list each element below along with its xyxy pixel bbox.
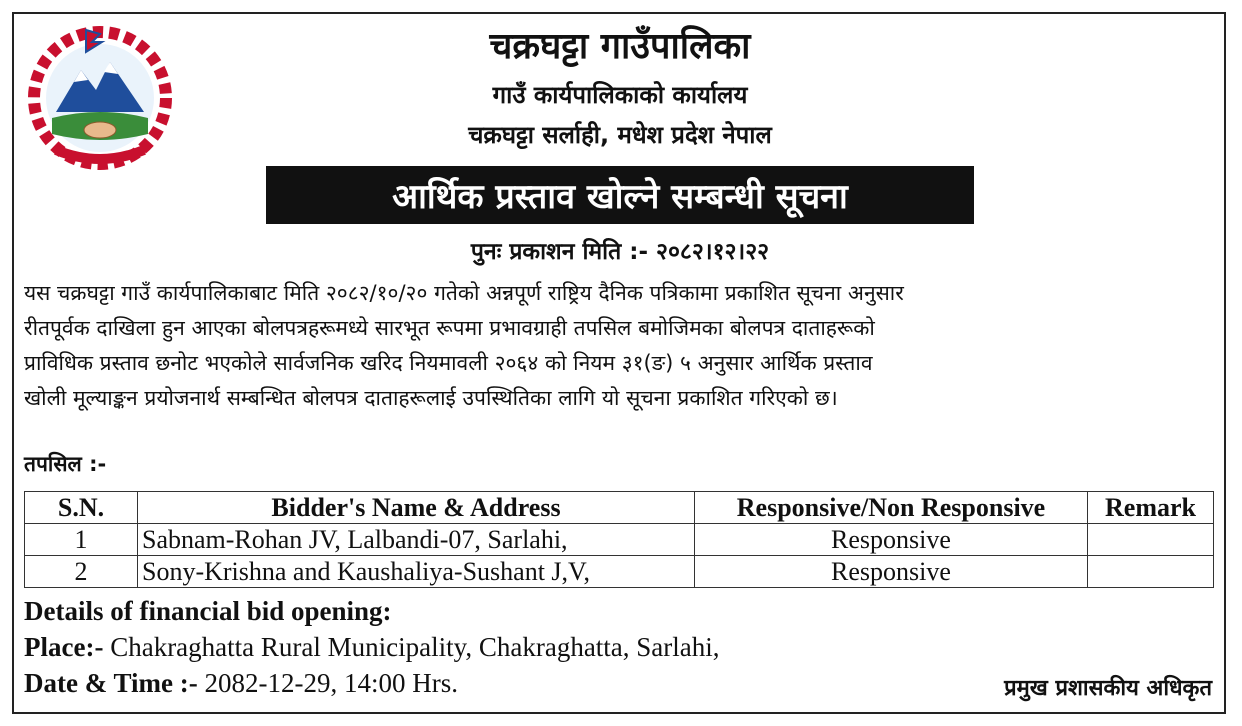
- cell-sn: 2: [25, 556, 138, 588]
- office-name: गाउँ कार्यपालिकाको कार्यालय: [492, 81, 748, 109]
- cell-remark: [1088, 524, 1214, 556]
- col-header-remark: Remark: [1088, 492, 1214, 524]
- notice-title: आर्थिक प्रस्ताव खोल्ने सम्बन्धी सूचना: [392, 177, 848, 217]
- cell-responsive: Responsive: [695, 556, 1088, 588]
- republish-line: [300, 234, 940, 266]
- datetime-value: 2082-12-29, 14:00 Hrs.: [197, 668, 458, 698]
- cell-bidder: Sony-Krishna and Kaushaliya-Sushant J,V,: [138, 556, 695, 588]
- cell-remark: [1088, 556, 1214, 588]
- body-line: खोली मूल्याङ्कन प्रयोजनार्थ सम्बन्धित बोलपत्र दाताहरूलाई उपस्थितिका लागि यो सूचना प्रकाशित गरिएको छ।: [24, 386, 838, 410]
- notice-body: [24, 276, 1218, 416]
- notice-title-banner: [266, 166, 974, 224]
- bidder-table: [24, 491, 1214, 588]
- municipality-title: चक्रघट्टा गाउँपालिका: [489, 26, 751, 67]
- body-line: रीतपूर्वक दाखिला हुन आएका बोलपत्रहरूमध्ये सारभूत रूपमा प्रभावग्राही तपसिल बमोजिमका बोलपत्र दाताहरूको: [24, 316, 875, 340]
- republish-date: २०८२।१२।२२: [656, 239, 770, 265]
- financial-place: [24, 632, 720, 663]
- table-header-row: [25, 492, 1214, 524]
- body-line: यस चक्रघट्टा गाउँ कार्यपालिकाबाट मिति २०८२/१०/२० गतेको अन्नपूर्ण राष्ट्रिय दैनिक पत्रिकामा प्रकाशित सूचना अनुसार: [24, 281, 904, 305]
- tapsil-label: तपसिल :-: [24, 452, 107, 476]
- signatory-title: प्रमुख प्रशासकीय अधिकृत: [1004, 676, 1212, 701]
- table-row: [25, 556, 1214, 588]
- col-header-sn: S.N.: [25, 492, 138, 524]
- financial-heading: Details of financial bid opening:: [24, 596, 392, 626]
- nepal-government-emblem-icon: [26, 22, 174, 170]
- cell-bidder: Sabnam-Rohan JV, Lalbandi-07, Sarlahi,: [138, 524, 695, 556]
- body-line: प्राविधिक प्रस्ताव छनोट भएकोले सार्वजनिक खरिद नियमावली २०६४ को नियम ३१(ङ) ५ अनुसार आर्थिक प्रस्ताव: [24, 351, 873, 375]
- financial-datetime: [24, 668, 458, 699]
- col-header-responsive: Responsive/Non Responsive: [695, 492, 1088, 524]
- cell-sn: 1: [25, 524, 138, 556]
- place-label: Place:-: [24, 632, 104, 662]
- place-value: Chakraghatta Rural Municipality, Chakraghatta, Sarlahi,: [103, 632, 720, 662]
- table-row: [25, 524, 1214, 556]
- cell-responsive: Responsive: [695, 524, 1088, 556]
- col-header-bidder: Bidder's Name & Address: [138, 492, 695, 524]
- republish-label: पुनः प्रकाशन मिति :-: [470, 239, 648, 265]
- office-address: चक्रघट्टा सर्लाही, मधेश प्रदेश नेपाल: [468, 121, 772, 149]
- datetime-label: Date & Time :-: [24, 668, 198, 698]
